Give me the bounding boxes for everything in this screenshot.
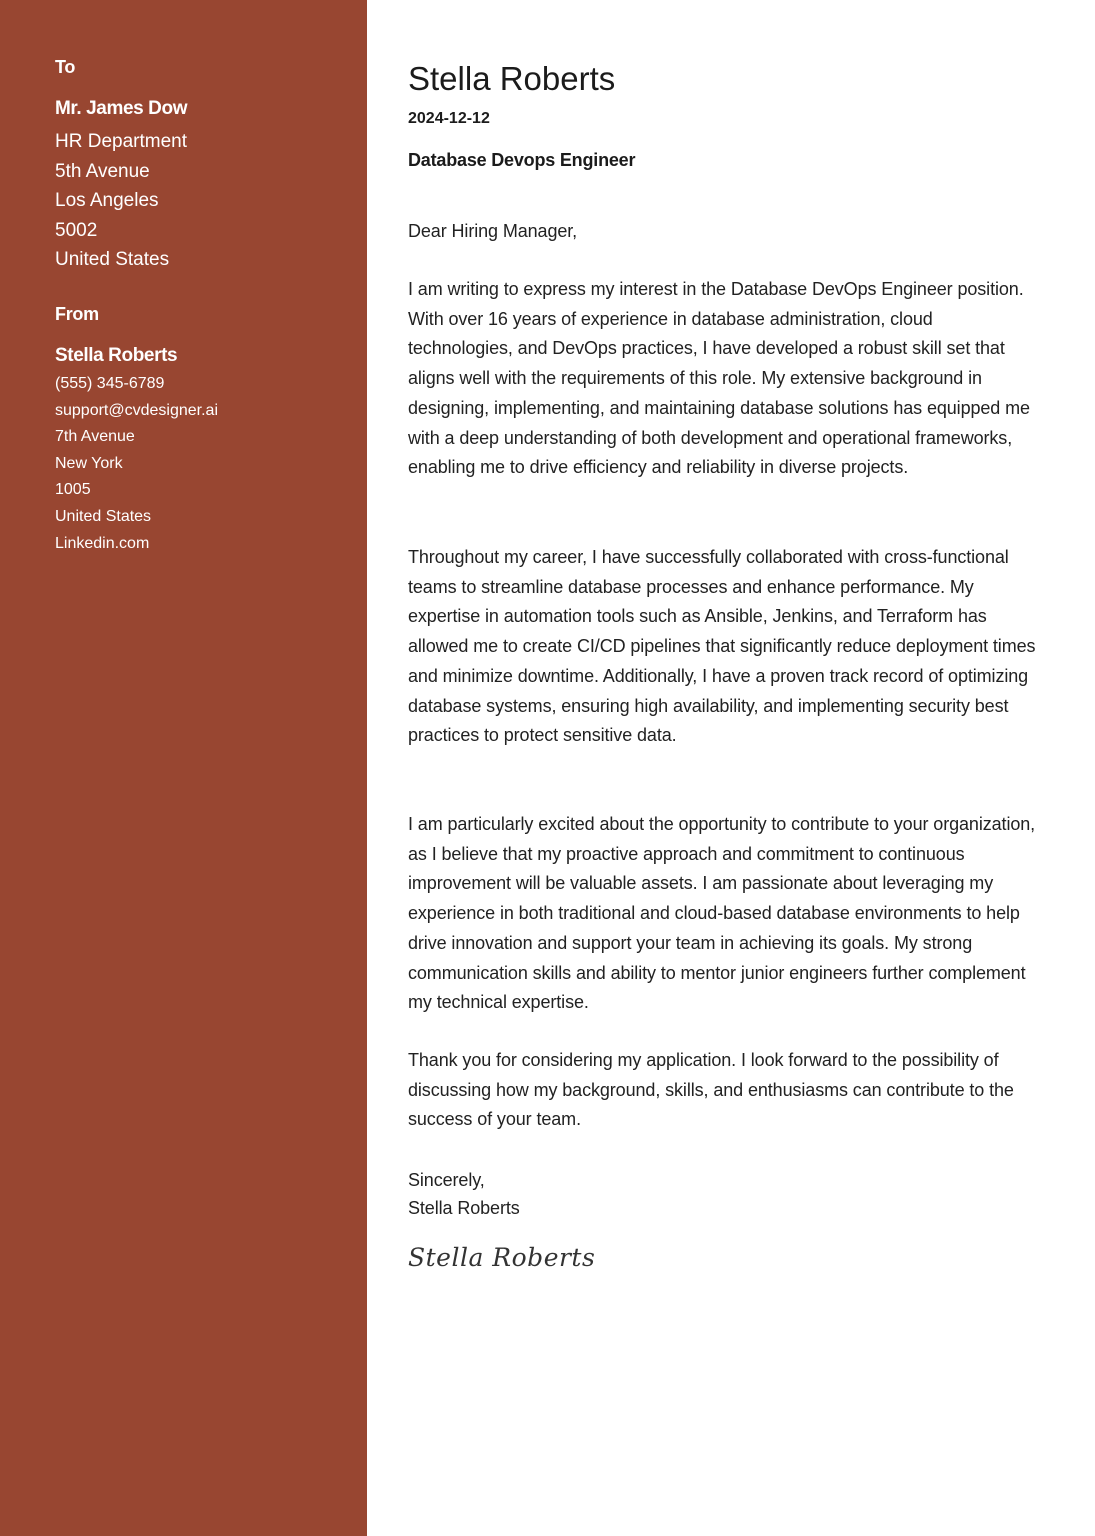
sender-contact xyxy=(55,371,218,557)
sidebar xyxy=(0,0,367,1536)
paragraph-2: Throughout my career, I have successfully collaborated with cross-functional teams to streamline database processes and enhance performance. My expertise in automation tools such as Ansible, Jenkins, and Terraform has allowed me to create CI/CD pipelines that significantly reduce deployment times and minimize downtime. Additionally, I have a proven track record of optimizing database systems, ensuring high availability, and implementing security best practices to protect sensitive data. xyxy=(408,547,1036,746)
signature: Stella Roberts xyxy=(408,1243,596,1272)
sender-email[interactable]: support@cvdesigner.ai xyxy=(55,401,218,419)
sender-linkedin-link[interactable]: Linkedin.com xyxy=(55,534,150,552)
sender-name: Stella Roberts xyxy=(55,345,178,366)
job-title: Database Devops Engineer xyxy=(408,150,636,170)
sender-city: New York xyxy=(55,454,123,472)
from-heading: From xyxy=(55,304,99,324)
to-heading: To xyxy=(55,57,76,77)
sender-zip: 1005 xyxy=(55,481,91,499)
recipient-country: United States xyxy=(55,249,170,271)
recipient-street: 5th Avenue xyxy=(55,160,150,182)
salutation: Dear Hiring Manager, xyxy=(408,221,578,241)
letter-date: 2024-12-12 xyxy=(408,110,490,127)
paragraph-4: Thank you for considering my application. I look forward to the possibility of discussing how my background, skills, and enthusiasms can contribute to the success of your team. xyxy=(408,1050,1014,1130)
paragraph-1: I am writing to express my interest in the Database DevOps Engineer position. With over 16 years of experience in database administration, cloud technologies, and DevOps practices, I have developed a robust skill set that aligns well with the requirements of this role. My extensive background in designing, implementing, and maintaining database solutions has equipped me with a deep understanding of both development and operational frameworks, enabling me to drive efficiency and reliability in diverse projects. xyxy=(408,279,1030,478)
sender-country: United States xyxy=(55,507,152,525)
page-title: Stella Roberts xyxy=(408,60,616,97)
recipient-name: Mr. James Dow xyxy=(55,98,188,119)
paragraph-3: I am particularly excited about the opportunity to contribute to your organization, as I believe that my proactive approach and commitment to continuous improvement will be valuable assets. I am passionate about leveraging my experience in both traditional and cloud-based database environments to help drive innovation and support your team in achieving its goals. My strong communication skills and ability to mentor junior engineers further complement my technical expertise. xyxy=(408,814,1036,1013)
sender-street: 7th Avenue xyxy=(55,428,135,446)
closing-name: Stella Roberts xyxy=(408,1198,520,1218)
recipient-department: HR Department xyxy=(55,131,187,152)
recipient-city: Los Angeles xyxy=(55,190,159,212)
recipient-address xyxy=(55,127,187,275)
recipient-zip: 5002 xyxy=(55,219,98,241)
closing: Sincerely, xyxy=(408,1170,485,1190)
sender-phone: (555) 345-6789 xyxy=(55,375,165,392)
